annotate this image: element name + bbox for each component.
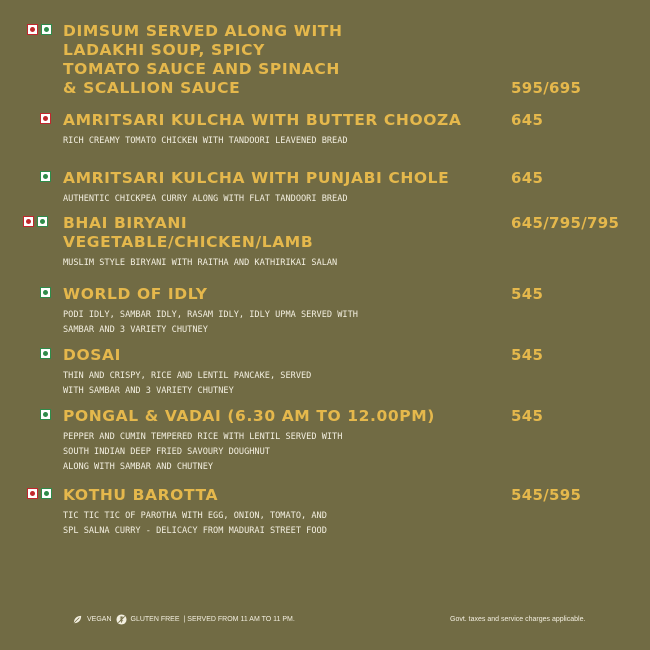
taxes-note: Govt. taxes and service charges applicable. <box>450 616 586 623</box>
item-name: KOTHU BAROTTA <box>63 486 219 504</box>
item-price: 595/695 <box>511 79 582 97</box>
item-price: 545 <box>511 285 544 303</box>
diet-marks <box>40 409 51 420</box>
diet-marks <box>27 24 52 35</box>
veg-mark-icon <box>40 171 51 182</box>
item-description: THIN AND CRISPY, RICE AND LENTIL PANCAKE, SERVED <box>63 371 312 381</box>
item-name: BHAI BIRYANI <box>63 214 188 232</box>
item-description: SAMBAR AND 3 VARIETY CHUTNEY <box>63 325 208 335</box>
diet-marks <box>40 287 51 298</box>
non-veg-mark-icon <box>23 216 34 227</box>
item-name: WORLD OF IDLY <box>63 285 208 303</box>
diet-marks <box>40 113 51 124</box>
item-description: ALONG WITH SAMBAR AND CHUTNEY <box>63 462 214 472</box>
item-price: 545 <box>511 407 544 425</box>
item-name: PONGAL & VADAI (6.30 AM TO 12.00PM) <box>63 407 435 425</box>
diet-marks <box>27 488 52 499</box>
item-name: & SCALLION SAUCE <box>63 79 241 97</box>
item-price: 645 <box>511 111 544 129</box>
item-price: 545/595 <box>511 486 582 504</box>
item-name: VEGETABLE/CHICKEN/LAMB <box>63 233 314 251</box>
diet-marks <box>40 171 51 182</box>
diet-marks <box>23 216 48 227</box>
item-price: 645/795/795 <box>511 214 620 232</box>
veg-mark-icon <box>40 287 51 298</box>
item-description: RICH CREAMY TOMATO CHICKEN WITH TANDOORI LEAVENED BREAD <box>63 136 348 146</box>
veg-mark-icon <box>37 216 48 227</box>
service-hours: | SERVED FROM 11 AM TO 11 PM. <box>183 616 295 623</box>
item-description: PEPPER AND CUMIN TEMPERED RICE WITH LENTIL SERVED WITH <box>63 432 343 442</box>
non-veg-mark-icon <box>40 113 51 124</box>
non-veg-mark-icon <box>27 24 38 35</box>
item-price: 545 <box>511 346 544 364</box>
item-name: LADAKHI SOUP, SPICY <box>63 41 265 59</box>
item-name: DIMSUM SERVED ALONG WITH <box>63 22 343 40</box>
item-description: WITH SAMBAR AND 3 VARIETY CHUTNEY <box>63 386 234 396</box>
menu-footer <box>72 614 612 628</box>
item-name: TOMATO SAUCE AND SPINACH <box>63 60 340 78</box>
gluten-free-label: GLUTEN FREE <box>130 616 180 623</box>
item-description: TIC TIC TIC OF PAROTHA WITH EGG, ONION, TOMATO, AND <box>63 511 327 521</box>
item-name: AMRITSARI KULCHA WITH PUNJABI CHOLE <box>63 169 450 187</box>
item-description: PODI IDLY, SAMBAR IDLY, RASAM IDLY, IDLY UPMA SERVED WITH <box>63 310 358 320</box>
item-price: 645 <box>511 169 544 187</box>
non-veg-mark-icon <box>27 488 38 499</box>
item-name: AMRITSARI KULCHA WITH BUTTER CHOOZA <box>63 111 462 129</box>
gluten-free-icon <box>116 614 127 625</box>
veg-mark-icon <box>40 348 51 359</box>
item-description: MUSLIM STYLE BIRYANI WITH RAITHA AND KATHIRIKAI SALAN <box>63 258 338 268</box>
vegan-label: VEGAN <box>87 616 112 623</box>
vegan-leaf-icon <box>72 614 83 625</box>
item-name: DOSAI <box>63 346 121 364</box>
veg-mark-icon <box>41 488 52 499</box>
item-description: SPL SALNA CURRY - DELICACY FROM MADURAI STREET FOOD <box>63 526 327 536</box>
item-description: SOUTH INDIAN DEEP FRIED SAVOURY DOUGHNUT <box>63 447 270 457</box>
diet-marks <box>40 348 51 359</box>
item-description: AUTHENTIC CHICKPEA CURRY ALONG WITH FLAT TANDOORI BREAD <box>63 194 348 204</box>
veg-mark-icon <box>40 409 51 420</box>
dietary-legend <box>72 614 295 625</box>
veg-mark-icon <box>41 24 52 35</box>
